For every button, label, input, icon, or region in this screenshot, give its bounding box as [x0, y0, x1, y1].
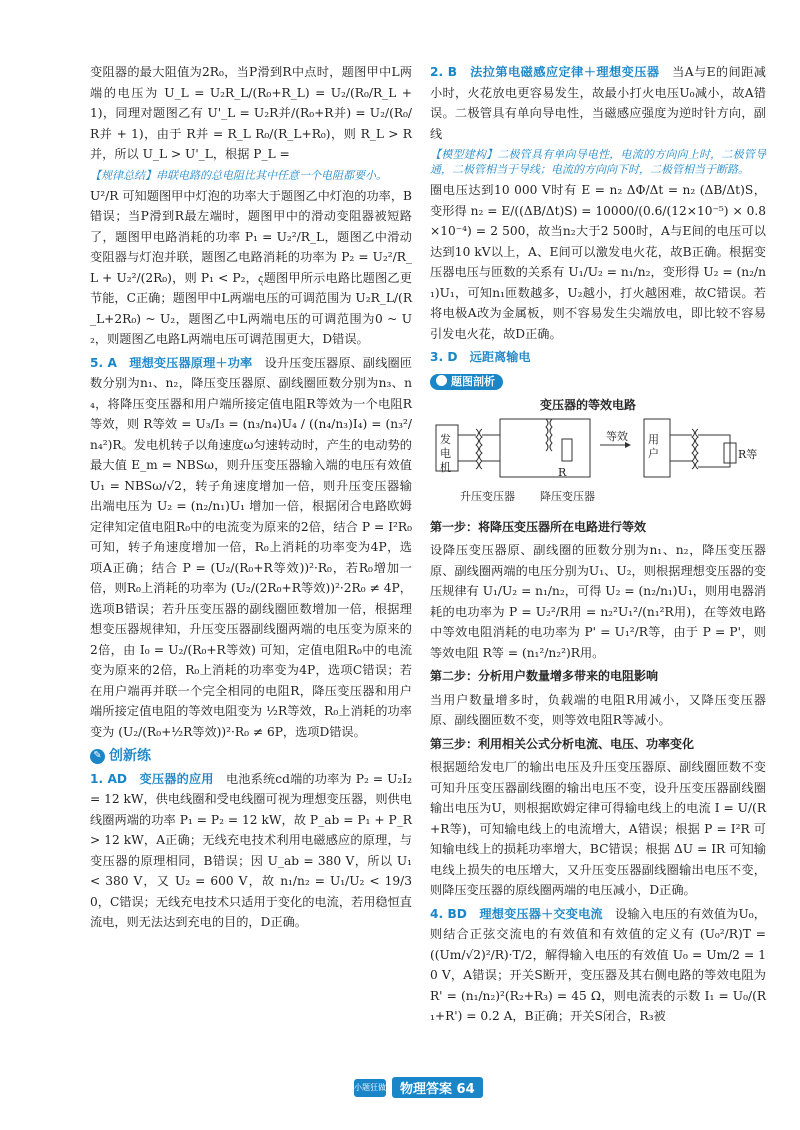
question-heading: 1. AD 变压器的应用 — [90, 771, 214, 786]
section-heading — [90, 746, 412, 767]
equivalent-circuit-diagram — [430, 395, 766, 513]
analysis-tag — [430, 374, 503, 390]
equivalent-label: 等效 — [606, 429, 628, 443]
question-5 — [90, 353, 412, 743]
step-heading: 第三步：利用相关公式分析电流、电压、功率变化 — [430, 736, 695, 751]
answer-text: 设输入电压的有效值为U₀，则结合正弦交流电的有效值和有效值的定义有 (U₀²/R)T = ((Um/√2)²/R)·T/2，解得输入电压的有效值 U₀ = Um/2 = 10 V，A错误；开关S断开，变压器及其右侧电路的等效电阻为 R' = (n₁/n₂)²(R₂+R₃) = 45 Ω，则电流表的示数 I₁ = U₀/(R₁+R') = 0.2 A，B正确；开关S闭合，R₃被 — [430, 906, 766, 1023]
answer-text: 电池系统cd端的功率为 P₂ = U₂I₂ = 12 kW，供电线圈和受电线圈可视为理想变压器，则供电线圈两端的功率 P₁ = P₂ = 12 kW，故 P_ab = P₁ + P_R > 12 kW，A正确；无线充电技术利用电磁感应的原理，与变压器的原理相同，B错误；因 U_ab = 380 V，所以 U₁ < 380 V，又 U₂ = 600 V，故 n₁/n₂ = U₁/U₂ < 19/30，C错误；无线充电技术只适用于变化的电流，若用稳恒直流电，则无法达到充电的目的，D正确。 — [90, 771, 413, 929]
question-heading: 3. D 远距离输电 — [430, 350, 531, 364]
question-heading: 5. A 理想变压器原理＋功率 — [90, 355, 253, 370]
question-heading: 2. B 法拉第电磁感应定律＋理想变压器 — [430, 65, 660, 79]
step-down-transformer-label: 降压变压器 — [540, 489, 595, 503]
step-heading: 第一步：将降压变压器所在电路进行等效 — [430, 519, 647, 534]
section-icon: ✎ — [90, 749, 105, 764]
left-column — [90, 62, 412, 936]
handwritten-note: 【模型建构】二极管具有单向导电性，电流的方向向上时，二极管导通，二极管相当于导线；电流的方向向下时，二极管相当于断路。 — [430, 148, 766, 176]
answer-text: 当A与E的间距减小时，火花放电更容易发生，故最小打火电压U₀减小，故A错误。二极管具有单向导电性，当磁感应强度为逆时针方向，副线 — [430, 65, 766, 141]
paragraph: 当用户数量增多时，负载端的电阻R用减小，又降压变压器原、副线圈匝数不变，则等效电阻R等减小。 — [430, 692, 766, 727]
step-up-transformer-label: 升压变压器 — [460, 489, 515, 503]
answer-text: 设升压变压器原、副线圈匝数分别为n₁、n₂，降压变压器原、副线圈匝数分别为n₃、n₄，将降压变压器和用户端所接定值电阻R等效为一个电阻R等效，则 R等效 = U₃/I₃ = (n₃/n₄)U₄ / ((n₄/n₃)I₄) = (n₃²/n₄²)R。发电机转子以角速度ω匀速转动时，产生的电动势的最大值 E_m = NBSω，则升压变压器输入端的电压有效值 U₁ = NBSω/√2，转子角速度增加一倍，则升压变压器输出端电压为 U₂ = (n₂/n₁)U₁ 增加一倍，根据闭合电路欧姆定律知定值电阻R₀中的电流变为原来的2倍，结合 P = I²R₀ 可知，转子角速度增加一倍，R₀上消耗的功率变为4P，选项A正确；结合 P = (U₂/(R₀+R等效))²·R₀，若R₀增加一倍，则R₀上消耗的功率为 (U₂/(2R₀+R等效))²·2R₀ ≠ 4P，选项B错误；若升压变压器的副线圈匝数增加一倍，根据理想变压器规律知，升压变压器副线圈两端的电压变为原来的2倍，由 I₀ = U₂/(R₀+R等效) 可知，定值电阻R₀中的电流变为原来的2倍，R₀上消耗的功率变为4P，选项C错误；若在用户端再并联一个完全相同的电阻R，降压变压器和用户端所接定值电阻的等效电阻变为 ½R等效，R₀上消耗的功率变为 (U₂/(R₀+½R等效))²·R₀ ≠ 6P，选项D错误。 — [90, 355, 413, 739]
generator-label: 发电机 — [440, 432, 451, 474]
question-3 — [430, 347, 766, 368]
page-footer — [354, 1077, 483, 1098]
step-heading: 第二步：分析用户数量增多带来的电阻影响 — [430, 669, 659, 683]
question-1 — [90, 769, 412, 933]
brand-logo: 小题狂做 — [354, 1079, 386, 1097]
paragraph: U²/R 可知题图甲中灯泡的功率大于题图乙中灯泡的功率，B错误；当P滑到R最左端时，题图甲中的滑动变阻器被短路了，题图甲电路消耗的功率 P₁ = U₂²/R_L，题图乙中滑动变阻器与灯泡并联，题图乙电路消耗的功率为 P₂ = U₂²/R_L + U₂²/(2R₀)，则 P₁ < P₂，ද题图甲所示电路比题图乙更节能，C正确；题图甲中L两端电压的可调范围为 U₂R_L/(R_L+2R₀) ~ U₂，题图乙中L两端电压的可调范围为0 ~ U₂，则题图乙电路L两端电压可调范围更大，D错误。 — [90, 188, 412, 346]
handwritten-note: 【规律总结】串联电路的总电阻比其中任意一个电阻都要小。 — [90, 168, 387, 182]
question-2 — [430, 62, 766, 144]
paragraph: 设降压变压器原、副线圈的匝数分别为n₁、n₂，降压变压器原、副线圈两端的电压分别为U₁、U₂，则根据理想变压器的变压规律有 U₁/U₂ = n₁/n₂，可得 U₂ = (n₂/n₁)U₁，则用电器消耗的电功率为 P = U₂²/R用 = n₂²U₁²/(n₁²R用)，在等效电路中等效电阻消耗的电功率为 P' = U₁²/R等，由于 P = P'，则等效电阻 R等 = (n₁²/n₂²)R用。 — [430, 543, 766, 660]
tag-label: 题图剖析 — [451, 374, 495, 388]
question-heading: 4. BD 理想变压器＋交变电流 — [430, 906, 603, 921]
paragraph: 变阻器的最大阻值为2R₀，当P滑到R中点时，题图甲中L两端的电压为 U_L = U₂R_L/(R₀+R_L) = U₂/(R₀/R_L + 1)，同理对题图乙有 U'_L = U₂R并/(R₀+R并) = U₂/(R₀/R并 + 1)，由于 R并 = R_L R₀/(R_L+R₀)，则 R_L > R并，所以 U_L > U'_L，根据 P_L = — [90, 65, 412, 161]
paragraph: 根据题给发电厂的输出电压及升压变压器原、副线圈匝数不变可知升压变压器副线圈的输出电压不变，设升压变压器副线圈输出电压为U，则根据欧姆定律可得输电线上的电流 I = U/(R+R等)，可知输电线上的电流增大，A错误；根据 P = I²R 可知输电线上的损耗功率增大，BC错误；根据 ΔU = IR 可知输电线上损失的电压增大，又升压变压器副线圈输出电压不变，则降压变压器的原线圈两端的电压减小，D正确。 — [430, 760, 766, 897]
equivalent-resistor-label: R等 — [738, 447, 758, 461]
paragraph: 圈电压达到10 000 V时有 E = n₂ ΔΦ/Δt = n₂ (ΔB/Δt)S，变形得 n₂ = E/((ΔB/Δt)S) = 10000/(0.6/(12×10⁻⁵) × 0.8×10⁻⁴) = 2 500，故当n₂大于2 500时，A与E间的电压可以达到10 kV以上，A、E间可以激发电火花，故B正确。根据变压器电压与匝数的关系有 U₁/U₂ = n₁/n₂，变形得 U₂ = (n₂/n₁)U₁，可知n₁匝数越多，U₂越小，打火越困难，故C错误。若将电极A改为金属板，则不容易发生尖端放电，即比较不容易引发电火花，故D正确。 — [430, 183, 766, 341]
right-column — [430, 62, 766, 1030]
resistor-label: R — [558, 465, 567, 479]
question-4 — [430, 904, 766, 1027]
tag-icon — [436, 375, 447, 386]
page-label: 物理答案 64 — [392, 1077, 483, 1098]
section-title: 创新练 — [109, 748, 151, 764]
user-label: 用户 — [648, 432, 659, 460]
diagram-title: 变压器的等效电路 — [540, 397, 637, 412]
